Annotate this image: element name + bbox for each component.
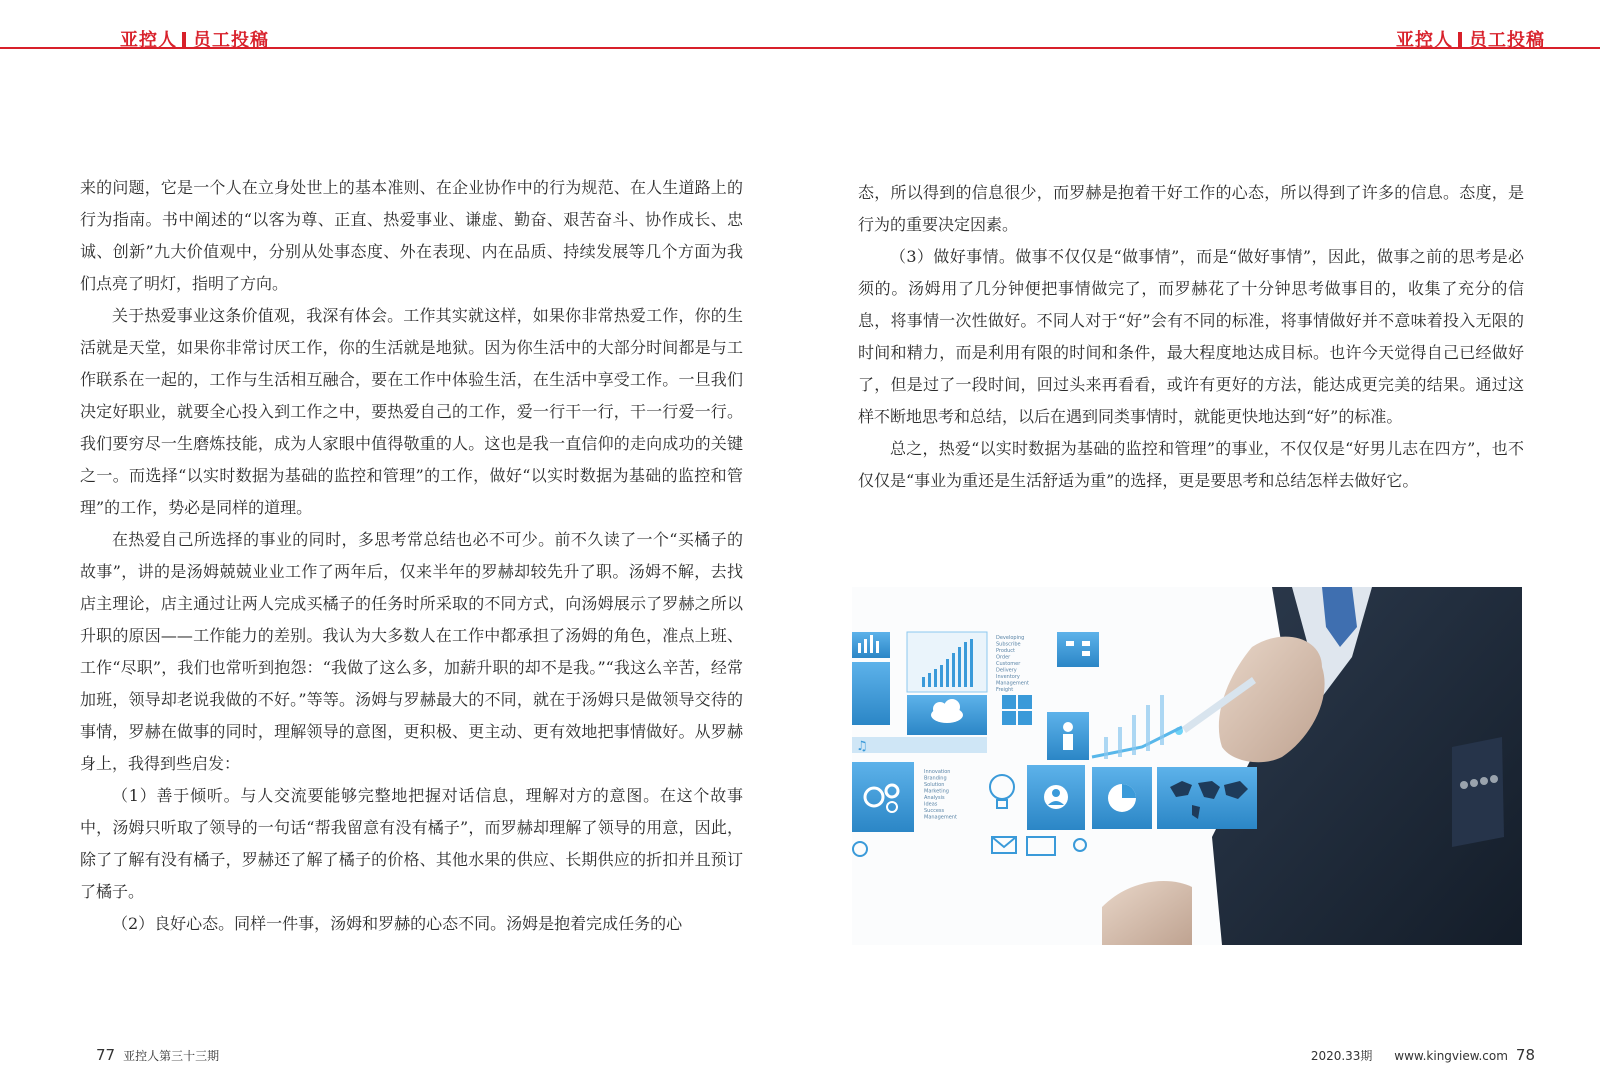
illustration-svg xyxy=(852,587,1522,945)
illustration-list-item: Management xyxy=(924,814,957,821)
issue-label: 2020.33期 xyxy=(1310,1049,1373,1063)
header-separator xyxy=(1458,32,1462,48)
gears-tile xyxy=(852,762,914,832)
paragraph: （3）做好事情。做事不仅仅是“做事情”，而是“做好事情”，因此，做事之前的思考是必须的。汤姆用了几分钟便把事情做完了，而罗赫花了十分钟思考做事目的，收集了充分的信息，将事情一次性做好。不同人对于“好”会有不同的标准，将事情做好并不意味着投入无限的时间和精力，而是利用有限的时间和条件，最大程度地达成目标。也许今天觉得自己已经做好了，但是过了一段时间，回过头来再看看，或许有更好的方法，能达成更完美的结果。通过这样不断地思考和总结，以后在遇到同类事情时，就能更快地达到“好”的标准。 xyxy=(858,247,1524,426)
illustration-list-item: Success xyxy=(924,808,945,814)
page-number: 78 xyxy=(1515,1046,1535,1064)
running-head-left xyxy=(120,26,269,52)
cloud-tile xyxy=(907,695,987,735)
illustration-list-item: Freight xyxy=(996,687,1014,693)
illustration-list-item: Branding xyxy=(924,775,947,782)
issue-label: 亚控人第三十三期 xyxy=(123,1049,220,1063)
world-map-tile xyxy=(1157,767,1257,829)
right-column xyxy=(858,177,1524,497)
paragraph: 关于热爱事业这条价值观，我深有体会。工作其实就这样，如果你非常热爱工作，你的生活就是天堂，如果你非常讨厌工作，你的生活就是地狱。因为你生活中的大部分时间都是与工作联系在一起的，工作与生活相互融合，要在工作中体验生活，在生活中享受工作。一旦我们决定好职业，就要全心投入到工作之中，要热爱自己的工作，爱一行干一行，干一行爱一行。我们要穷尽一生磨炼技能，成为人家眼中值得敬重的人。这也是我一直信仰的走向成功的关键之一。而选择“以实时数据为基础的监控和管理”的工作，做好“以实时数据为基础的监控和管理”的工作，势必是同样的道理。 xyxy=(80,306,743,517)
svg-text:♫: ♫ xyxy=(856,739,868,754)
person-tile xyxy=(1047,712,1089,760)
illustration-list-item: Analysis xyxy=(924,795,945,801)
pie-chart-tile xyxy=(1092,767,1152,829)
flowchart-tile xyxy=(1057,632,1099,667)
illustration-list-item: Solution xyxy=(924,782,945,788)
section-label: 员工投稿 xyxy=(193,30,269,51)
illustration-list-item: Order xyxy=(996,654,1011,661)
brand-label: 亚控人 xyxy=(1396,30,1453,51)
paragraph: 总之，热爱“以实时数据为基础的监控和管理”的事业，不仅仅是“好男儿志在四方”，也不仅仅是“事业为重还是生活舒适为重”的选择，更是要思考和总结怎样去做好它。 xyxy=(858,439,1524,490)
illustration-list-item: Delivery xyxy=(996,667,1017,674)
paragraph: 态，所以得到的信息很少，而罗赫是抱着干好工作的心态，所以得到了许多的信息。态度，是行为的重要决定因素。 xyxy=(858,183,1524,234)
header-separator xyxy=(182,32,186,48)
growth-chart-tile xyxy=(907,632,987,692)
running-head-right xyxy=(1396,26,1545,52)
footer-right xyxy=(1311,1046,1543,1064)
illustration-list-item: Marketing xyxy=(924,788,949,795)
music-strip xyxy=(852,737,987,754)
page-number: 77 xyxy=(96,1046,116,1064)
business-tech-illustration xyxy=(852,587,1522,945)
paragraph: （1）善于倾听。与人交流要能够完整地把握对话信息，理解对方的意图。在这个故事中，汤姆只听取了领导的一句话“帮我留意有没有橘子”，而罗赫却理解了领导的用意，因此，除了了解有没有橘子，罗赫还了解了橘子的价格、其他水果的供应、长期供应的折扣并且预订了橘子。 xyxy=(80,786,743,901)
illustration-list-item: Innovation xyxy=(924,769,951,775)
left-column xyxy=(80,172,743,940)
paragraph: 在热爱自己所选择的事业的同时，多思考常总结也必不可少。前不久读了一个“买橘子的故事”，讲的是汤姆兢兢业业工作了两年后，仅来半年的罗赫却较先升了职。汤姆不解，去找店主理论，店主通过让两人完成买橘子的任务时所采取的不同方式，向汤姆展示了罗赫之所以升职的原因——工作能力的差别。我认为大多数人在工作中都承担了汤姆的角色，准点上班、工作“尽职”，我们也常听到抱怨：“我做了这么多，加薪升职的却不是我。”“我这么辛苦，经常加班，领导却老说我做的不好。”等等。汤姆与罗赫最大的不同，就在于汤姆只是做领导交待的事情，罗赫在做事的同时，理解领导的意图，更积极、更主动、更有效地把事情做好。从罗赫身上，我得到些启发： xyxy=(80,530,743,773)
section-label: 员工投稿 xyxy=(1469,30,1545,51)
footer-left xyxy=(88,1046,219,1064)
paragraph: 来的问题，它是一个人在立身处世上的基本准则、在企业协作中的行为规范、在人生道路上的行为指南。书中阐述的“以客为尊、正直、热爱事业、谦虚、勤奋、艰苦奋斗、协作成长、忠诚、创新”九大价值观中，分别从处事态度、外在表现、内在品质、持续发展等几个方面为我们点亮了明灯，指明了方向。 xyxy=(80,178,743,293)
illustration-list-item: Product xyxy=(996,648,1015,654)
brand-label: 亚控人 xyxy=(120,30,177,51)
bar-chart-tile xyxy=(852,632,890,725)
illustration-list-item: Management xyxy=(996,680,1029,687)
illustration-list-item: Customer xyxy=(996,661,1021,667)
website-link[interactable]: www.kingview.com xyxy=(1394,1049,1508,1063)
illustration-list-item: Subscribe xyxy=(996,641,1021,648)
illustration-list-item: Inventory xyxy=(996,674,1020,680)
illustration-list-item: Developing xyxy=(996,635,1025,641)
paragraph: （2）良好心态。同样一件事，汤姆和罗赫的心态不同。汤姆是抱着完成任务的心 xyxy=(112,914,683,933)
illustration-list-item: Ideas xyxy=(924,801,938,808)
user-circle-tile xyxy=(1027,765,1085,830)
